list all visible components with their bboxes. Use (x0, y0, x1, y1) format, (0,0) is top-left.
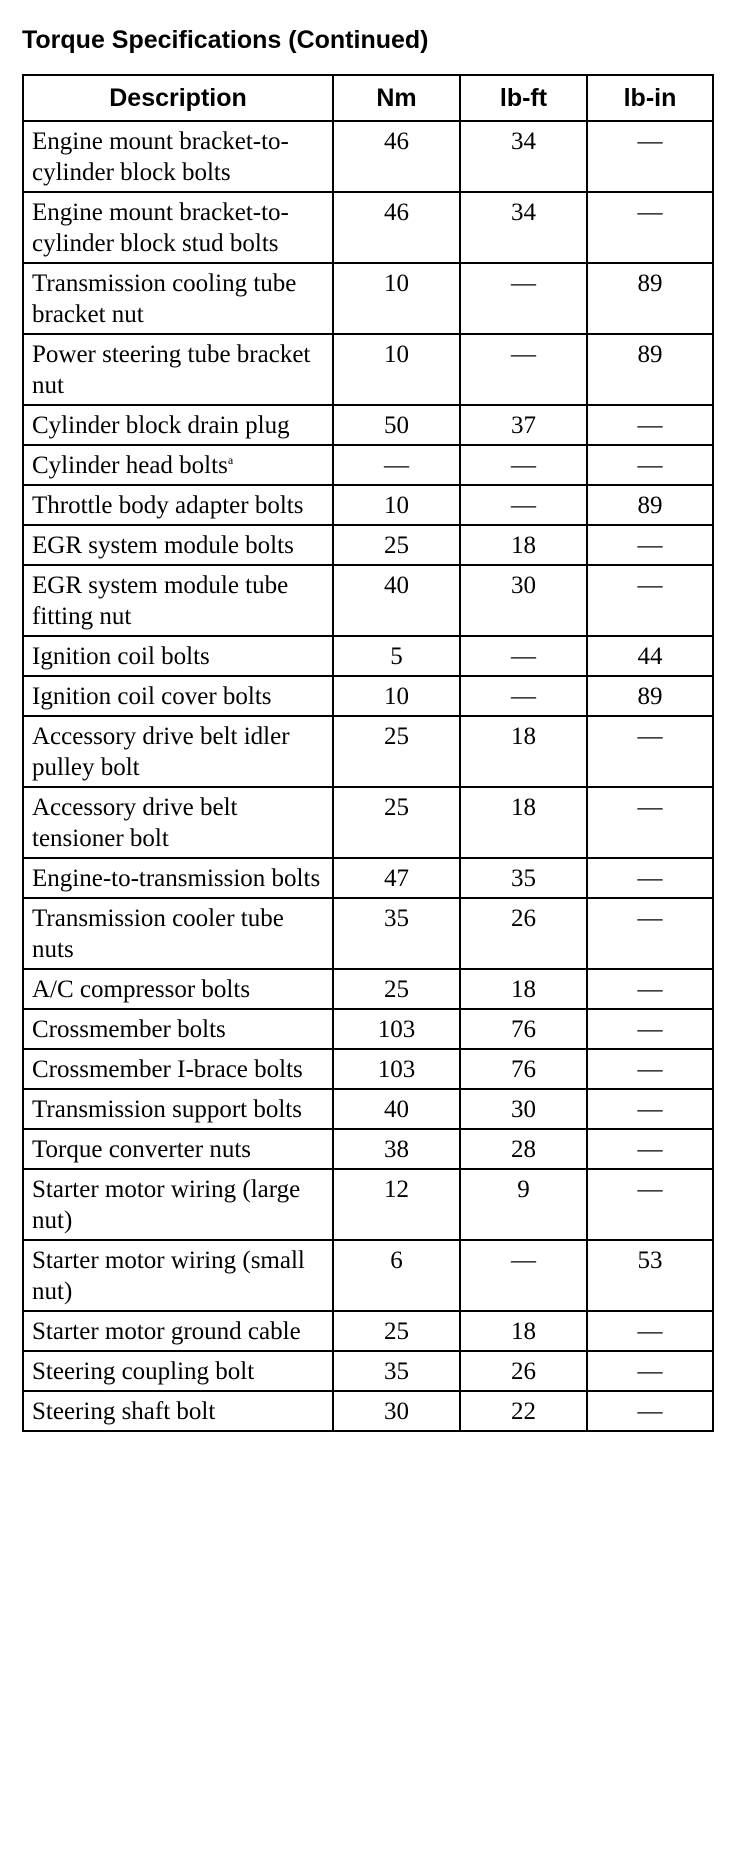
description-text: Crossmember I-brace bolts (32, 1056, 303, 1083)
header-row (23, 75, 713, 121)
lbin-cell: — (587, 716, 713, 787)
description-text: Starter motor ground cable (32, 1318, 301, 1345)
lbft-cell: — (460, 676, 587, 716)
nm-cell: 47 (333, 858, 460, 898)
nm-cell: 5 (333, 636, 460, 676)
column-header-description: Description (23, 75, 333, 121)
nm-cell: 46 (333, 121, 460, 192)
lbft-cell: 76 (460, 1009, 587, 1049)
lbft-cell: — (460, 334, 587, 405)
description-text: Cylinder head bolts (32, 452, 228, 479)
table-row (23, 1391, 713, 1431)
column-header-lbft: lb-ft (460, 75, 587, 121)
lbin-cell: — (587, 121, 713, 192)
description-cell (23, 1049, 333, 1089)
description-cell (23, 263, 333, 334)
description-cell (23, 1009, 333, 1049)
nm-cell: 35 (333, 1351, 460, 1391)
table-row (23, 1049, 713, 1089)
description-cell (23, 1129, 333, 1169)
lbin-cell: 89 (587, 676, 713, 716)
lbft-cell: — (460, 263, 587, 334)
table-row (23, 334, 713, 405)
table-row (23, 1311, 713, 1351)
description-cell (23, 1311, 333, 1351)
description-cell (23, 858, 333, 898)
table-row (23, 1240, 713, 1311)
description-cell (23, 969, 333, 1009)
column-header-lbin: lb-in (587, 75, 713, 121)
lbin-cell: — (587, 1351, 713, 1391)
description-text: Starter motor wiring (large nut) (32, 1176, 301, 1234)
table-row (23, 1009, 713, 1049)
lbft-cell: 18 (460, 525, 587, 565)
lbft-cell: 9 (460, 1169, 587, 1240)
nm-cell: 40 (333, 1089, 460, 1129)
lbin-cell: — (587, 565, 713, 636)
table-row (23, 405, 713, 445)
table-row (23, 898, 713, 969)
lbin-cell: — (587, 969, 713, 1009)
lbft-cell: 18 (460, 969, 587, 1009)
description-text: EGR system module bolts (32, 532, 294, 559)
description-text: Steering shaft bolt (32, 1398, 216, 1425)
description-cell (23, 787, 333, 858)
table-row (23, 1169, 713, 1240)
description-cell (23, 565, 333, 636)
lbft-cell: 18 (460, 1311, 587, 1351)
table-row (23, 1089, 713, 1129)
table-row (23, 525, 713, 565)
lbft-cell: 30 (460, 565, 587, 636)
lbin-cell: — (587, 1391, 713, 1431)
lbft-cell: — (460, 1240, 587, 1311)
table-row (23, 445, 713, 485)
nm-cell: 12 (333, 1169, 460, 1240)
lbft-cell: 26 (460, 1351, 587, 1391)
description-text: Transmission cooling tube bracket nut (32, 270, 297, 328)
lbft-cell: 35 (460, 858, 587, 898)
lbin-cell: — (587, 1049, 713, 1089)
description-cell (23, 485, 333, 525)
nm-cell: 6 (333, 1240, 460, 1311)
description-text: Engine mount bracket-to-cylinder block bolts (32, 128, 289, 186)
lbft-cell: — (460, 485, 587, 525)
table-row (23, 121, 713, 192)
description-cell (23, 1169, 333, 1240)
nm-cell: 50 (333, 405, 460, 445)
description-text: Throttle body adapter bolts (32, 492, 304, 519)
lbin-cell: — (587, 192, 713, 263)
description-cell (23, 1089, 333, 1129)
nm-cell: 10 (333, 334, 460, 405)
lbin-cell: 89 (587, 485, 713, 525)
nm-cell: 40 (333, 565, 460, 636)
table-row (23, 485, 713, 525)
description-cell (23, 334, 333, 405)
nm-cell: — (333, 445, 460, 485)
table-row (23, 1351, 713, 1391)
nm-cell: 103 (333, 1009, 460, 1049)
table-body (23, 121, 713, 1431)
lbin-cell: 53 (587, 1240, 713, 1311)
description-text: Cylinder block drain plug (32, 412, 290, 439)
description-cell (23, 405, 333, 445)
table-row (23, 565, 713, 636)
lbin-cell: — (587, 1311, 713, 1351)
lbin-cell: — (587, 1089, 713, 1129)
nm-cell: 35 (333, 898, 460, 969)
lbin-cell: 44 (587, 636, 713, 676)
lbin-cell: — (587, 525, 713, 565)
nm-cell: 10 (333, 676, 460, 716)
lbin-cell: — (587, 898, 713, 969)
description-text: Accessory drive belt tensioner bolt (32, 794, 238, 852)
description-cell (23, 676, 333, 716)
lbft-cell: — (460, 445, 587, 485)
nm-cell: 103 (333, 1049, 460, 1089)
lbin-cell: — (587, 1169, 713, 1240)
nm-cell: 10 (333, 263, 460, 334)
lbft-cell: 26 (460, 898, 587, 969)
page-title: Torque Specifications (Continued) (22, 26, 429, 54)
description-cell (23, 1351, 333, 1391)
description-text: Crossmember bolts (32, 1016, 226, 1043)
lbft-cell: 22 (460, 1391, 587, 1431)
lbft-cell: 28 (460, 1129, 587, 1169)
table-row (23, 858, 713, 898)
lbft-cell: — (460, 636, 587, 676)
lbin-cell: 89 (587, 334, 713, 405)
footnote-marker: a (227, 453, 234, 467)
lbft-cell: 34 (460, 192, 587, 263)
description-text: EGR system module tube fitting nut (32, 572, 289, 630)
torque-spec-table (22, 74, 714, 1432)
lbin-cell: 89 (587, 263, 713, 334)
description-text: Engine-to-transmission bolts (32, 865, 321, 892)
lbft-cell: 76 (460, 1049, 587, 1089)
lbin-cell: — (587, 787, 713, 858)
nm-cell: 25 (333, 1311, 460, 1351)
table-row (23, 1129, 713, 1169)
description-text: Power steering tube bracket nut (32, 341, 311, 399)
description-text: Transmission support bolts (32, 1096, 302, 1123)
table-row (23, 263, 713, 334)
lbin-cell: — (587, 858, 713, 898)
description-text: Transmission cooler tube nuts (32, 905, 284, 963)
description-cell (23, 525, 333, 565)
description-cell (23, 716, 333, 787)
description-cell (23, 445, 333, 485)
description-text: A/C compressor bolts (32, 976, 251, 1003)
nm-cell: 30 (333, 1391, 460, 1431)
description-text: Torque converter nuts (32, 1136, 252, 1163)
lbin-cell: — (587, 1009, 713, 1049)
description-cell (23, 636, 333, 676)
nm-cell: 46 (333, 192, 460, 263)
table-row (23, 192, 713, 263)
nm-cell: 25 (333, 525, 460, 565)
table-row (23, 716, 713, 787)
nm-cell: 25 (333, 787, 460, 858)
description-text: Starter motor wiring (small nut) (32, 1247, 305, 1305)
lbft-cell: 34 (460, 121, 587, 192)
nm-cell: 25 (333, 969, 460, 1009)
table-row (23, 787, 713, 858)
description-text: Ignition coil bolts (32, 643, 210, 670)
lbft-cell: 18 (460, 787, 587, 858)
description-text: Accessory drive belt idler pulley bolt (32, 723, 290, 781)
description-cell (23, 121, 333, 192)
table-row (23, 636, 713, 676)
nm-cell: 25 (333, 716, 460, 787)
lbft-cell: 30 (460, 1089, 587, 1129)
description-cell (23, 898, 333, 969)
description-text: Ignition coil cover bolts (32, 683, 272, 710)
table-row (23, 676, 713, 716)
description-text: Engine mount bracket-to-cylinder block stud bolts (32, 199, 289, 257)
description-cell (23, 1240, 333, 1311)
nm-cell: 38 (333, 1129, 460, 1169)
nm-cell: 10 (333, 485, 460, 525)
description-text: Steering coupling bolt (32, 1358, 255, 1385)
lbin-cell: — (587, 445, 713, 485)
lbft-cell: 18 (460, 716, 587, 787)
lbin-cell: — (587, 1129, 713, 1169)
table-row (23, 969, 713, 1009)
column-header-nm: Nm (333, 75, 460, 121)
lbin-cell: — (587, 405, 713, 445)
description-cell (23, 1391, 333, 1431)
lbft-cell: 37 (460, 405, 587, 445)
description-cell (23, 192, 333, 263)
